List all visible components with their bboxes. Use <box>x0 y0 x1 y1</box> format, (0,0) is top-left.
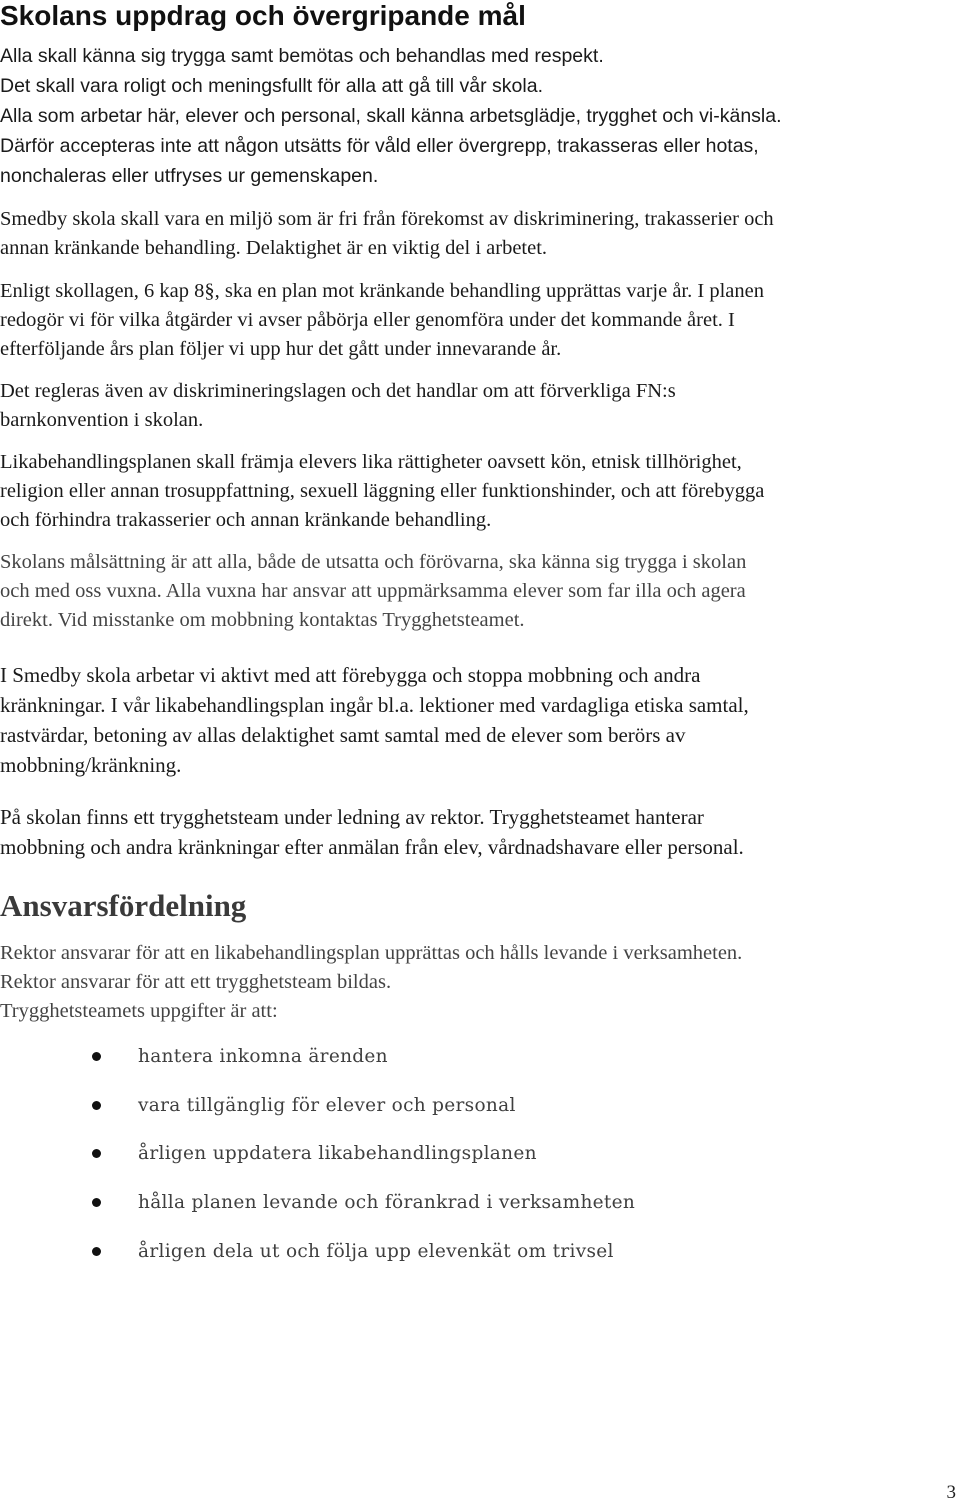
section-heading: Ansvarsfördelning <box>0 888 247 923</box>
bullet-icon <box>92 1149 101 1158</box>
page-title: Skolans uppdrag och övergripande mål <box>0 0 526 31</box>
paragraph-line: Likabehandlingsplanen skall främja elevers lika rättigheter oavsett kön, etnisk tillhörighet, <box>0 451 742 473</box>
intro-line: Alla skall känna sig trygga samt bemötas och behandlas med respekt. <box>0 45 604 67</box>
paragraph-line: och förhindra trakasserier och annan kränkande behandling. <box>0 509 492 531</box>
paragraph-line: Skolans målsättning är att alla, både de utsatta och förövarna, ska känna sig trygga i skolan <box>0 551 747 573</box>
paragraph-line: direkt. Vid misstanke om mobbning kontaktas Trygghetsteamet. <box>0 609 525 631</box>
list-item-text: hantera inkomna ärenden <box>138 1046 388 1067</box>
list-item-text: årligen uppdatera likabehandlingsplanen <box>138 1143 537 1165</box>
intro-line: Det skall vara roligt och meningsfullt för alla att gå till vår skola. <box>0 75 543 97</box>
trygghetsteam-paragraph <box>0 802 744 862</box>
bullet-icon <box>92 1052 101 1061</box>
likabehandling-paragraph <box>0 448 764 535</box>
bullet-icon <box>92 1101 101 1110</box>
paragraph-line: Trygghetsteamets uppgifter är att: <box>0 1000 278 1022</box>
diskriminering-paragraph <box>0 377 676 435</box>
paragraph-line: mobbning och andra kränkningar efter anmälan från elev, vårdnadshavare eller personal. <box>0 835 744 859</box>
paragraph-line: redogör vi för vilka åtgärder vi avser påbörja eller genomföra under det kommande året. I <box>0 309 735 331</box>
intro-paragraph <box>0 41 782 191</box>
paragraph-line: religion eller annan trosuppfattning, sexuell läggning eller funktionshinder, och att förebygga <box>0 480 765 502</box>
paragraph-line: rastvärdar, betoning av allas delaktighet samt samtal med de elever som berörs av <box>0 723 686 747</box>
bullet-icon <box>92 1247 101 1256</box>
paragraph-line: I Smedby skola arbetar vi aktivt med att förebygga och stoppa mobbning och andra <box>0 663 701 687</box>
paragraph-line: mobbning/kränkning. <box>0 753 182 777</box>
intro-line: Alla som arbetar här, elever och personal, skall känna arbetsglädje, trygghet och vi-känsla. <box>0 105 782 127</box>
paragraph-line: Enligt skollagen, 6 kap 8§, ska en plan mot kränkande behandling upprättas varje år. I planen <box>0 280 764 302</box>
paragraph-line: annan kränkande behandling. Delaktighet är en viktig del i arbetet. <box>0 237 548 259</box>
bullet-icon <box>92 1198 101 1207</box>
list-item-text: hålla planen levande och förankrad i verksamheten <box>138 1192 636 1214</box>
paragraph-line: Det regleras även av diskrimineringslagen och det handlar om att förverkliga FN:s <box>0 380 676 402</box>
arbetar-paragraph <box>0 660 749 780</box>
paragraph-line: kränkningar. I vår likabehandlingsplan ingår bl.a. lektioner med vardagliga etiska samtal, <box>0 693 749 717</box>
paragraph-line: Rektor ansvarar för att ett trygghetsteam bildas. <box>0 971 392 993</box>
intro-line: Därför accepteras inte att någon utsätts för våld eller övergrepp, trakasseras eller hotas, <box>0 135 759 157</box>
intro-line: nonchaleras eller utfryses ur gemenskapen. <box>0 165 379 187</box>
skollagen-paragraph <box>0 277 764 364</box>
list-item-text: årligen dela ut och följa upp elevenkät om trivsel <box>138 1240 614 1262</box>
paragraph-line: barnkonvention i skolan. <box>0 409 204 431</box>
paragraph-line: Smedby skola skall vara en miljö som är fri från förekomst av diskriminering, trakasserier och <box>0 208 774 230</box>
ansvar-paragraph <box>0 939 742 1026</box>
list-item-text: vara tillgänglig för elever och personal <box>138 1094 516 1116</box>
paragraph-line: På skolan finns ett trygghetsteam under ledning av rektor. Trygghetsteamet hanterar <box>0 805 704 829</box>
smedby-paragraph <box>0 205 774 263</box>
malsattning-paragraph <box>0 548 746 635</box>
paragraph-line: Rektor ansvarar för att en likabehandlingsplan upprättas och hålls levande i verksamheten. <box>0 942 743 964</box>
paragraph-line: efterföljande års plan följer vi upp hur det gått under innevarande år. <box>0 338 562 360</box>
page-number: 3 <box>946 1482 956 1503</box>
paragraph-line: och med oss vuxna. Alla vuxna har ansvar att uppmärksamma elever som far illa och agera <box>0 580 746 602</box>
